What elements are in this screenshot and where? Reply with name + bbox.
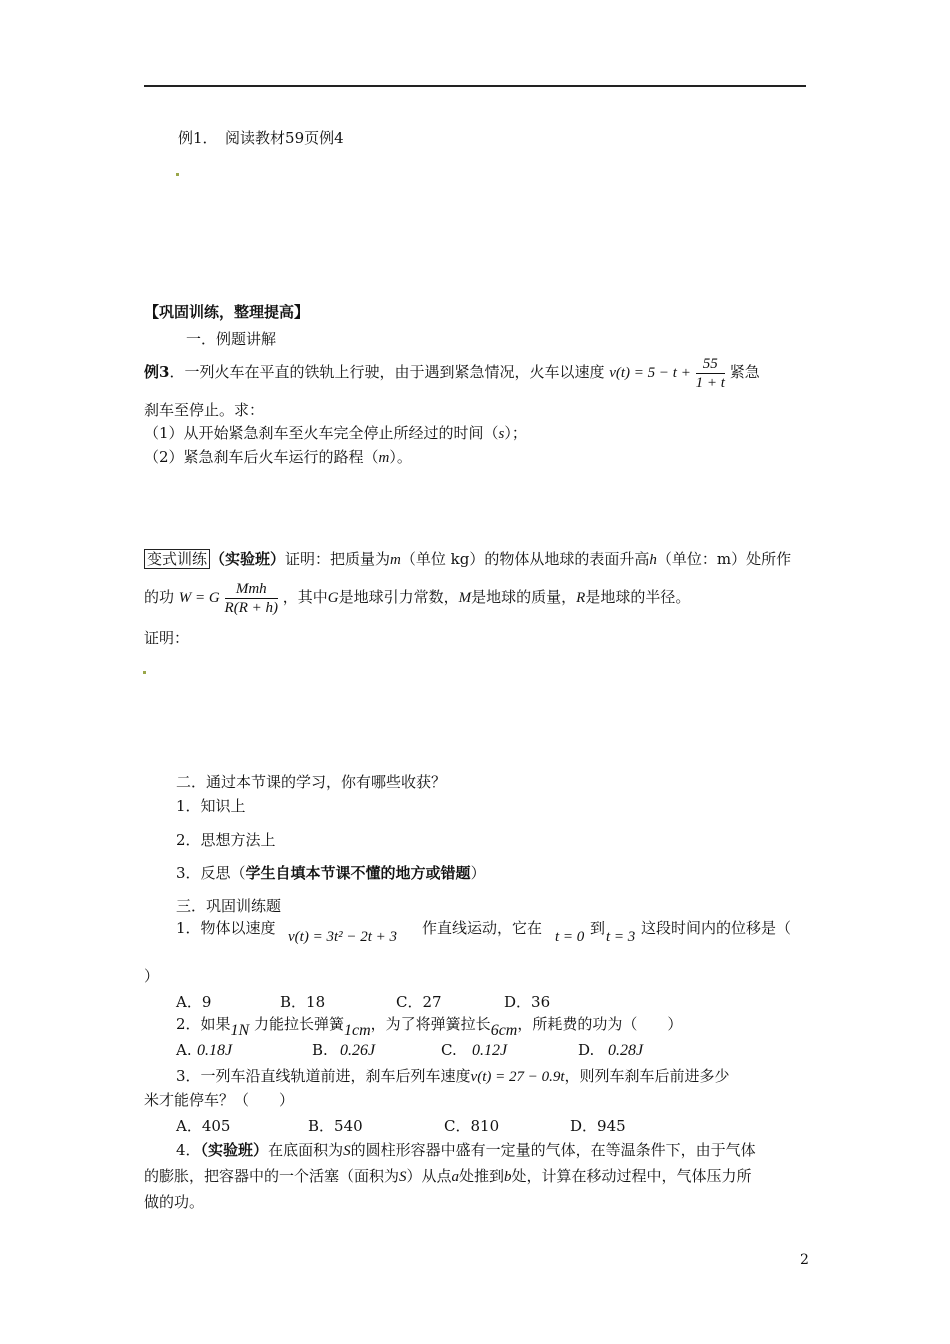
q4-line1	[176, 1140, 756, 1161]
q2-length1: 1cm	[344, 1022, 371, 1039]
q2-force: 1N	[230, 1022, 250, 1039]
ex3-q1	[144, 423, 527, 444]
var-h: h	[649, 552, 657, 568]
q1-t0: t = 0	[555, 929, 585, 945]
q4-a: a	[451, 1169, 460, 1185]
q2-text-d: ，所耗费的功为（ ）	[517, 1015, 683, 1033]
proof-label: 证明：	[144, 629, 190, 647]
q1-text-b: 作直线运动，它在	[422, 919, 543, 937]
section-title: 【巩固训练，整理提高】	[144, 303, 310, 321]
q1-close: ）	[144, 967, 160, 985]
header-rule	[144, 85, 806, 87]
part2-item2: 2．思想方法上	[176, 831, 276, 849]
q1-formula: v(t) = 3t² − 2t + 3	[288, 929, 398, 945]
q4-S2: S	[399, 1169, 407, 1185]
q2-text-c: ，为了将弹簧拉长	[370, 1015, 491, 1033]
q2-length2: 6cm	[490, 1022, 518, 1039]
q2-opt-b-value: 0.26J	[340, 1042, 376, 1059]
ex3-fraction	[696, 355, 725, 392]
part2-title: 二．通过本节课的学习，你有哪些收获？	[176, 773, 447, 791]
q3-line1	[176, 1066, 730, 1087]
q3-opt-d: D．945	[570, 1117, 626, 1135]
q1-opt-d: D．36	[504, 993, 551, 1011]
q4-text-a: 4．	[176, 1141, 201, 1159]
ex3-formula-lhs: v(t) = 5 − t +	[609, 365, 691, 381]
q1-opt-c: C．27	[396, 993, 442, 1011]
q3-line2: 米才能停车？（ ）	[144, 1091, 295, 1109]
q1-text-a: 1．物体以速度	[176, 919, 276, 937]
q1-t3: t = 3	[606, 929, 636, 945]
part2-item3	[176, 863, 486, 883]
variant-line2-e: 是地球的半径。	[585, 588, 691, 606]
q4-bold: （实验班）	[200, 1141, 269, 1159]
q4-text-c: 的圆柱形容器中盛有一定量的气体，在等温条件下，由于气体	[350, 1141, 756, 1159]
variant-line2-a: 的功	[144, 588, 175, 606]
q3-opt-b: B．540	[308, 1117, 363, 1135]
part2-item3-a: 3．反思（	[176, 864, 246, 882]
q4-b: b	[504, 1169, 512, 1185]
var-M: M	[458, 590, 472, 606]
q2-opt-d-label: D.	[578, 1041, 595, 1059]
part2-item1: 1．知识上	[176, 797, 246, 815]
ex3-text-b: 紧急	[729, 363, 760, 381]
variant-box-label: 变式训练	[144, 549, 210, 569]
q2-text-b: 力能拉长弹簧	[254, 1015, 345, 1033]
q2-opt-a-label: A.	[176, 1041, 192, 1059]
q4-line2-d: 处，计算在移动过程中，气体压力所	[511, 1167, 752, 1185]
page-number: 2	[800, 1252, 809, 1268]
q4-line2-c: 处推到	[459, 1167, 505, 1185]
example1-text: 例1． 阅读教材59页例4	[178, 129, 344, 147]
variant-text-b: （单位 kg）的物体从地球的表面升高	[400, 550, 650, 568]
variant-fraction	[225, 580, 278, 617]
variant-frac-den: R(R + h)	[224, 599, 278, 616]
part2-item3-b: ）	[470, 864, 486, 882]
ex3-frac-num: 55	[696, 355, 725, 374]
q3-text-a: 3．一列车沿直线轨道前进，刹车后列车速度	[176, 1067, 471, 1085]
variant-line2-c: 是地球引力常数，	[338, 588, 459, 606]
q1-text-c: 到	[590, 919, 606, 937]
part2-item3-bold: 学生自填本节课不懂的地方或错题	[245, 864, 471, 882]
variant-frac-num: Mmh	[225, 580, 278, 599]
scan-dot	[176, 173, 179, 176]
q2-opt-a-value: 0.18J	[197, 1042, 233, 1059]
ex3-q1-a: （1）从开始紧急刹车至火车完全停止所经过的时间（	[144, 424, 499, 442]
q4-S: S	[343, 1143, 351, 1159]
q4-text-b: 在底面积为	[268, 1141, 344, 1159]
q4-line2-a: 的膨胀，把容器中的一个活塞（面积为	[144, 1167, 400, 1185]
variant-text-c: （单位：m）处所作	[656, 550, 792, 568]
variant-line1	[144, 549, 791, 570]
q2-opt-b-label: B.	[312, 1041, 328, 1059]
var-G: G	[327, 590, 339, 606]
part3-title: 三．巩固训练题	[176, 897, 282, 915]
ex3-q2-a: （2）紧急刹车后火车运行的路程（	[144, 448, 379, 466]
q2-opt-d-value: 0.28J	[608, 1042, 644, 1059]
variant-line2-b: ，其中	[282, 588, 328, 606]
q2-opt-c-value: 0.12J	[472, 1042, 508, 1059]
ex3-line2: 刹车至停止。求：	[144, 401, 265, 419]
q1-opt-a: A．9	[176, 993, 212, 1011]
q2-line	[176, 1014, 683, 1039]
variant-text-a: 证明：把质量为	[285, 550, 391, 568]
ex3-line1	[144, 352, 760, 392]
scan-dot	[143, 671, 146, 674]
ex3-q1-unit: s	[498, 426, 505, 442]
ex3-q2-b: ）。	[389, 448, 412, 466]
variant-formula-lhs: W = G	[178, 590, 220, 606]
ex3-text-a: ．一列火车在平直的铁轨上行驶，由于遇到紧急情况，火车以速度	[169, 363, 605, 381]
q4-line2-b: ）从点	[406, 1167, 452, 1185]
ex3-q1-b: ）；	[504, 424, 527, 442]
q4-line3: 做的功。	[144, 1193, 205, 1211]
ex3-frac-den: 1 + t	[695, 374, 725, 391]
q2-opt-c-label: C.	[441, 1041, 457, 1059]
variant-line2-d: 是地球的质量，	[471, 588, 577, 606]
ex3-label: 例3	[144, 363, 170, 381]
q1-text-d: 这段时间内的位移是（	[641, 919, 792, 937]
var-R: R	[576, 590, 586, 606]
q4-line2	[144, 1166, 752, 1187]
ex3-q2	[144, 447, 412, 468]
q3-formula: v(t) = 27 − 0.9t	[470, 1069, 565, 1085]
q3-opt-a: A．405	[176, 1117, 231, 1135]
ex3-q2-unit: m	[378, 450, 390, 466]
q1-opt-b: B．18	[280, 993, 326, 1011]
variant-bold-label: （实验班）	[210, 550, 286, 568]
q3-text-b: ，则列车刹车后前进多少	[564, 1067, 730, 1085]
q3-opt-c: C．810	[444, 1117, 500, 1135]
q2-text-a: 2．如果	[176, 1015, 231, 1033]
sub-heading-1: 一．例题讲解	[186, 330, 277, 348]
variant-line2	[144, 576, 690, 618]
var-m: m	[390, 552, 401, 568]
